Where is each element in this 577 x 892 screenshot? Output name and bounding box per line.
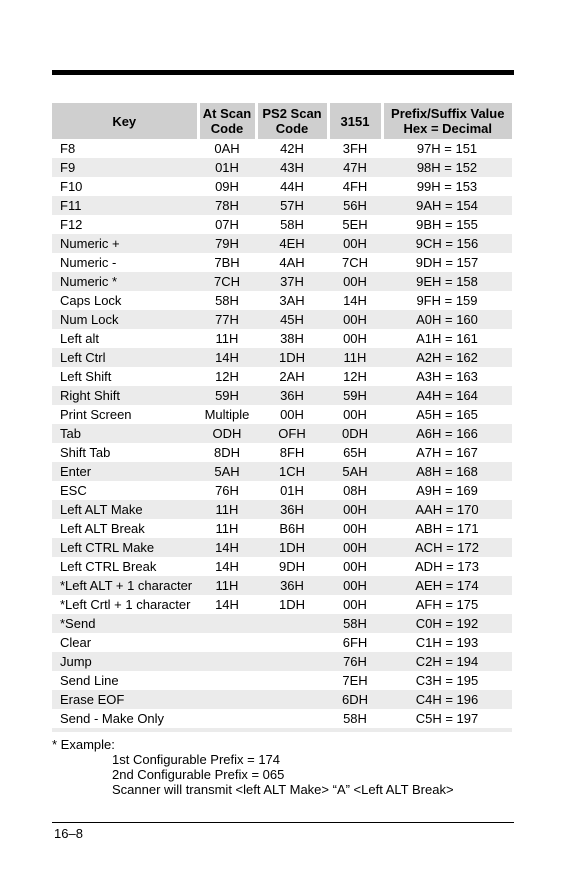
at-scan-code-cell: 8DH bbox=[213, 445, 240, 460]
at-scan-code-cell: 79H bbox=[198, 234, 256, 253]
prefix-suffix-cell: 9CH = 156 bbox=[382, 234, 512, 253]
key-cell: Send - Make Only bbox=[60, 711, 165, 726]
header-key: Key bbox=[52, 103, 198, 139]
table-row bbox=[52, 177, 512, 196]
ps2-scan-code-cell: 37H bbox=[256, 272, 328, 291]
3151-cell: 00H bbox=[328, 500, 382, 519]
at-scan-code-cell: 59H bbox=[198, 386, 256, 405]
3151-cell: 00H bbox=[328, 576, 382, 595]
ps2-scan-code-cell: 8FH bbox=[279, 445, 305, 460]
example-note bbox=[52, 737, 454, 797]
table-row bbox=[52, 405, 512, 424]
table-row bbox=[52, 633, 512, 652]
ps2-scan-code-cell: 45H bbox=[256, 310, 328, 329]
key-cell: Tab bbox=[52, 424, 198, 443]
prefix-suffix-cell: C2H = 194 bbox=[382, 652, 512, 671]
table-row bbox=[52, 671, 512, 690]
3151-cell: 0DH bbox=[328, 424, 382, 443]
at-scan-code-cell: 11H bbox=[215, 331, 239, 346]
key-cell: Left Ctrl bbox=[52, 348, 198, 367]
table-row bbox=[52, 481, 512, 500]
ps2-scan-code-cell: 58H bbox=[280, 217, 304, 232]
prefix-suffix-cell: ACH = 172 bbox=[382, 538, 512, 557]
key-cell: Erase EOF bbox=[52, 690, 198, 709]
prefix-suffix-cell: A9H = 169 bbox=[416, 483, 478, 498]
key-cell: F12 bbox=[60, 217, 83, 232]
ps2-scan-code-cell: 57H bbox=[256, 196, 328, 215]
prefix-suffix-cell: 97H = 151 bbox=[416, 141, 478, 156]
key-cell: Print Screen bbox=[60, 407, 132, 422]
3151-cell: 59H bbox=[328, 386, 382, 405]
ps2-scan-code-cell: B6H bbox=[279, 521, 305, 536]
3151-cell: 11H bbox=[328, 348, 382, 367]
table-row bbox=[52, 462, 512, 481]
ps2-scan-code-cell: 1DH bbox=[256, 538, 328, 557]
at-scan-code-cell: 12H bbox=[215, 369, 239, 384]
ps2-scan-code-cell: 4EH bbox=[256, 234, 328, 253]
prefix-suffix-cell: A6H = 166 bbox=[382, 424, 512, 443]
ps2-scan-code-cell: 36H bbox=[256, 500, 328, 519]
at-scan-code-cell: 07H bbox=[215, 217, 239, 232]
key-cell: Shift Tab bbox=[60, 445, 111, 460]
example-line: 2nd Configurable Prefix = 065 bbox=[112, 767, 285, 782]
prefix-suffix-cell: 98H = 152 bbox=[382, 158, 512, 177]
3151-cell: 00H bbox=[328, 310, 382, 329]
3151-cell: 7EH bbox=[342, 673, 368, 688]
table-row bbox=[52, 614, 512, 633]
ps2-scan-code-cell: 36H bbox=[256, 576, 328, 595]
header-3151: 3151 bbox=[328, 103, 382, 139]
key-cell: Enter bbox=[52, 462, 198, 481]
key-cell: F9 bbox=[52, 158, 198, 177]
example-line: Scanner will transmit <left ALT Make> “A” <Left ALT Break> bbox=[112, 782, 454, 797]
key-cell: Jump bbox=[52, 652, 198, 671]
bottom-rule bbox=[52, 822, 514, 823]
prefix-suffix-cell: ABH = 171 bbox=[415, 521, 479, 536]
ps2-scan-code-cell bbox=[256, 690, 328, 709]
prefix-suffix-cell: 9BH = 155 bbox=[416, 217, 478, 232]
3151-cell: 00H bbox=[328, 272, 382, 291]
ps2-scan-code-cell: 38H bbox=[280, 331, 304, 346]
ps2-scan-code-cell: 4AH bbox=[279, 255, 305, 270]
key-cell: Left CTRL Make bbox=[52, 538, 198, 557]
example-heading: * Example: bbox=[52, 737, 115, 752]
3151-cell: 6FH bbox=[342, 635, 368, 650]
ps2-scan-code-cell: 01H bbox=[280, 483, 304, 498]
header-at-scan-code: At Scan Code bbox=[198, 103, 256, 139]
prefix-suffix-cell: A5H = 165 bbox=[416, 407, 478, 422]
prefix-suffix-cell: C1H = 193 bbox=[415, 635, 479, 650]
ps2-scan-code-cell: OFH bbox=[256, 424, 328, 443]
prefix-suffix-cell: 9FH = 159 bbox=[416, 293, 478, 308]
prefix-suffix-cell: 99H = 153 bbox=[416, 179, 478, 194]
table-row bbox=[52, 652, 512, 671]
at-scan-code-cell: 0AH bbox=[214, 141, 240, 156]
table-row bbox=[52, 310, 512, 329]
at-scan-code-cell bbox=[198, 671, 256, 690]
key-code-table bbox=[52, 103, 512, 732]
ps2-scan-code-cell bbox=[256, 633, 328, 652]
key-cell: Numeric - bbox=[60, 255, 117, 270]
prefix-suffix-cell: 9AH = 154 bbox=[382, 196, 512, 215]
3151-cell: 08H bbox=[343, 483, 367, 498]
key-cell: Left ALT Make bbox=[52, 500, 198, 519]
table-row bbox=[52, 709, 512, 728]
3151-cell: 5EH bbox=[342, 217, 368, 232]
table-row bbox=[52, 424, 512, 443]
ps2-scan-code-cell: 3AH bbox=[279, 293, 305, 308]
ps2-scan-code-cell: 43H bbox=[256, 158, 328, 177]
table-end-band bbox=[52, 728, 512, 732]
key-cell: Clear bbox=[60, 635, 92, 650]
key-cell: Caps Lock bbox=[60, 293, 122, 308]
3151-cell: 00H bbox=[343, 559, 367, 574]
ps2-scan-code-cell bbox=[256, 614, 328, 633]
ps2-scan-code-cell: 36H bbox=[256, 386, 328, 405]
table-row bbox=[52, 139, 512, 158]
at-scan-code-cell: 77H bbox=[198, 310, 256, 329]
table-row bbox=[52, 158, 512, 177]
3151-cell: 76H bbox=[328, 652, 382, 671]
key-cell: F10 bbox=[60, 179, 83, 194]
key-cell: ESC bbox=[60, 483, 87, 498]
key-cell: Num Lock bbox=[52, 310, 198, 329]
prefix-suffix-cell: A4H = 164 bbox=[382, 386, 512, 405]
table-row bbox=[52, 348, 512, 367]
at-scan-code-cell: 7BH bbox=[214, 255, 240, 270]
prefix-suffix-cell: A2H = 162 bbox=[382, 348, 512, 367]
at-scan-code-cell bbox=[198, 690, 256, 709]
3151-cell: 00H bbox=[328, 234, 382, 253]
table-row bbox=[52, 234, 512, 253]
key-cell: Numeric + bbox=[52, 234, 198, 253]
prefix-suffix-cell: A8H = 168 bbox=[382, 462, 512, 481]
at-scan-code-cell: 58H bbox=[215, 293, 239, 308]
3151-cell: 47H bbox=[328, 158, 382, 177]
3151-cell: 65H bbox=[343, 445, 367, 460]
table-end-cell bbox=[52, 728, 512, 732]
ps2-scan-code-cell: 2AH bbox=[279, 369, 305, 384]
key-cell: Left Shift bbox=[60, 369, 112, 384]
ps2-scan-code-cell bbox=[256, 652, 328, 671]
at-scan-code-cell: 11H bbox=[215, 521, 239, 536]
3151-cell: 14H bbox=[343, 293, 367, 308]
key-cell: Left CTRL Break bbox=[60, 559, 157, 574]
at-scan-code-cell: 01H bbox=[198, 158, 256, 177]
prefix-suffix-cell: AEH = 174 bbox=[382, 576, 512, 595]
key-cell: *Left Crtl + 1 character bbox=[60, 597, 191, 612]
ps2-scan-code-cell: 9DH bbox=[278, 559, 305, 574]
page-number: 16–8 bbox=[54, 826, 83, 841]
at-scan-code-cell: 76H bbox=[215, 483, 239, 498]
ps2-scan-code-cell bbox=[256, 709, 328, 728]
3151-cell: 6DH bbox=[328, 690, 382, 709]
prefix-suffix-cell: 9EH = 158 bbox=[382, 272, 512, 291]
header-ps2-scan-code: PS2 Scan Code bbox=[256, 103, 328, 139]
prefix-suffix-cell: A3H = 163 bbox=[416, 369, 478, 384]
prefix-suffix-cell: AAH = 170 bbox=[382, 500, 512, 519]
prefix-suffix-cell: A1H = 161 bbox=[416, 331, 478, 346]
ps2-scan-code-cell bbox=[256, 671, 328, 690]
header-prefix-suffix-value: Prefix/Suffix Value Hex = Decimal bbox=[382, 103, 512, 139]
prefix-suffix-cell: C5H = 197 bbox=[415, 711, 479, 726]
3151-cell: 12H bbox=[343, 369, 367, 384]
table-row bbox=[52, 443, 512, 462]
example-line: 1st Configurable Prefix = 174 bbox=[112, 752, 281, 767]
table-row bbox=[52, 576, 512, 595]
3151-cell: 00H bbox=[343, 521, 367, 536]
key-cell: Numeric * bbox=[52, 272, 198, 291]
key-cell: *Send bbox=[52, 614, 198, 633]
prefix-suffix-cell: ADH = 173 bbox=[415, 559, 479, 574]
3151-cell: 5AH bbox=[328, 462, 382, 481]
at-scan-code-cell: 78H bbox=[198, 196, 256, 215]
table-row bbox=[52, 557, 512, 576]
at-scan-code-cell: ODH bbox=[198, 424, 256, 443]
3151-cell: 7CH bbox=[341, 255, 368, 270]
at-scan-code-cell: 14H bbox=[215, 559, 239, 574]
3151-cell: 4FH bbox=[342, 179, 368, 194]
prefix-suffix-cell: 9DH = 157 bbox=[415, 255, 479, 270]
key-cell: F11 bbox=[52, 196, 198, 215]
3151-cell: 58H bbox=[343, 711, 367, 726]
at-scan-code-cell: 11H bbox=[198, 576, 256, 595]
at-scan-code-cell bbox=[198, 652, 256, 671]
at-scan-code-cell: 5AH bbox=[198, 462, 256, 481]
key-cell: Left alt bbox=[60, 331, 100, 346]
table-header-row bbox=[52, 103, 512, 139]
at-scan-code-cell bbox=[198, 614, 256, 633]
table-row bbox=[52, 215, 512, 234]
ps2-scan-code-cell: 42H bbox=[280, 141, 304, 156]
key-cell: Right Shift bbox=[52, 386, 198, 405]
table-row bbox=[52, 367, 512, 386]
prefix-suffix-cell: A0H = 160 bbox=[382, 310, 512, 329]
table-row bbox=[52, 253, 512, 272]
prefix-suffix-cell: C3H = 195 bbox=[415, 673, 479, 688]
table-row bbox=[52, 519, 512, 538]
table-row bbox=[52, 272, 512, 291]
at-scan-code-cell: 14H bbox=[198, 538, 256, 557]
ps2-scan-code-cell: 1DH bbox=[278, 597, 305, 612]
prefix-suffix-cell: C4H = 196 bbox=[382, 690, 512, 709]
table-row bbox=[52, 386, 512, 405]
at-scan-code-cell: 7CH bbox=[198, 272, 256, 291]
prefix-suffix-cell: C0H = 192 bbox=[382, 614, 512, 633]
3151-cell: 00H bbox=[343, 331, 367, 346]
3151-cell: 00H bbox=[328, 538, 382, 557]
3151-cell: 00H bbox=[343, 407, 367, 422]
top-rule bbox=[52, 70, 514, 75]
key-cell: Left ALT Break bbox=[60, 521, 145, 536]
prefix-suffix-cell: AFH = 175 bbox=[415, 597, 479, 612]
key-cell: *Left ALT + 1 character bbox=[52, 576, 198, 595]
prefix-suffix-cell: A7H = 167 bbox=[416, 445, 478, 460]
ps2-scan-code-cell: 44H bbox=[280, 179, 304, 194]
at-scan-code-cell: 11H bbox=[198, 500, 256, 519]
3151-cell: 58H bbox=[328, 614, 382, 633]
ps2-scan-code-cell: 1CH bbox=[256, 462, 328, 481]
table-row bbox=[52, 500, 512, 519]
3151-cell: 00H bbox=[343, 597, 367, 612]
key-cell: F8 bbox=[60, 141, 76, 156]
ps2-scan-code-cell: 00H bbox=[280, 407, 304, 422]
table-row bbox=[52, 196, 512, 215]
ps2-scan-code-cell: 1DH bbox=[256, 348, 328, 367]
at-scan-code-cell: 14H bbox=[215, 597, 239, 612]
table-row bbox=[52, 595, 512, 614]
at-scan-code-cell bbox=[198, 633, 256, 652]
table-row bbox=[52, 538, 512, 557]
table-row bbox=[52, 291, 512, 310]
at-scan-code-cell bbox=[198, 709, 256, 728]
3151-cell: 56H bbox=[328, 196, 382, 215]
key-cell: Send Line bbox=[60, 673, 119, 688]
table-row bbox=[52, 690, 512, 709]
table-row bbox=[52, 329, 512, 348]
at-scan-code-cell: 14H bbox=[198, 348, 256, 367]
at-scan-code-cell: 09H bbox=[215, 179, 239, 194]
at-scan-code-cell: Multiple bbox=[204, 407, 250, 422]
3151-cell: 3FH bbox=[342, 141, 368, 156]
